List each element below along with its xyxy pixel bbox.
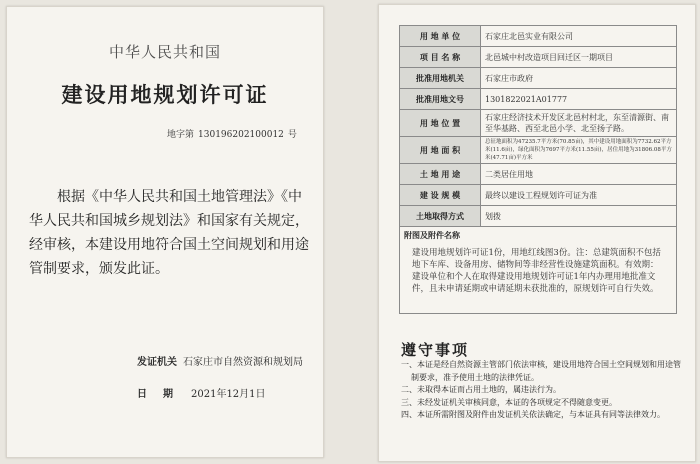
table-row (400, 47, 677, 68)
row-value: 总征地面积为47235.7平方米(70.85亩)，其中建设用地面积为7732.62平方米(11.6亩)，绿化面积为7697平方米(11.55亩)，居住用地为31806.08平方米(47.71亩)平方米 (481, 137, 677, 164)
certificate-details-page (378, 4, 696, 462)
issuer-label: 发证机关 (137, 357, 177, 368)
table-row (400, 68, 677, 89)
table-row (400, 164, 677, 185)
issue-date (137, 385, 266, 400)
rule-item: 二、未取得本证而占用土地的，属违法行为。 (401, 385, 561, 394)
row-label: 建 设 规 模 (400, 185, 481, 206)
row-value: 1301822021A01777 (481, 89, 677, 110)
rules-title: 遵守事项 (401, 341, 470, 359)
rules-list (401, 359, 683, 422)
row-label: 土 地 用 途 (400, 164, 481, 185)
certificate-front-page (6, 6, 324, 458)
attachments-row (400, 227, 677, 314)
table-row (400, 26, 677, 47)
nation-title: 中华人民共和国 (108, 43, 221, 61)
row-value: 北邑城中村改造项目回迁区一期项目 (481, 47, 677, 68)
row-label: 项 目 名 称 (400, 47, 481, 68)
document-title: 建设用地规划许可证 (61, 83, 269, 107)
date-value: 2021年12月1日 (191, 389, 266, 400)
cert-suffix: 号 (287, 130, 297, 140)
row-label: 用 地 单 位 (400, 26, 481, 47)
table-row (400, 137, 677, 164)
details-table (399, 25, 677, 314)
date-label: 日期 (137, 389, 189, 400)
row-value: 石家庄市政府 (481, 68, 677, 89)
table-row (400, 110, 677, 137)
row-value: 石家庄北邑实业有限公司 (481, 26, 677, 47)
row-label: 土地取得方式 (400, 206, 481, 227)
attachments-text: 建设用地规划许可证1份，用地红线图3份。注：总建筑面积不包括地下车库、设备用房、储物间等非经营性设施建筑面积。有效期：建设单位和个人在取得建设用地规划许可证1年内办理用地批准文件，且未申请延期或申请延期未获批准的，原规划许可自行失效。 (412, 248, 661, 294)
rule-item: 三、未经发证机关审核同意，本证的各项规定不得随意变更。 (401, 397, 617, 407)
row-label: 批准用地机关 (400, 68, 481, 89)
cert-number-value: 130196202100012 (198, 130, 284, 140)
row-value: 二类居住用地 (481, 164, 677, 185)
attachments-cell (400, 227, 677, 314)
table-row (400, 89, 677, 110)
table-row (400, 206, 677, 227)
certificate-number (167, 127, 297, 140)
row-value: 最终以建设工程规划许可证为准 (481, 185, 677, 206)
certificate-body: 根据《中华人民共和国土地管理法》《中华人民共和国城乡规划法》和国家有关规定，经审核，本建设用地符合国土空间规划和用途管制要求，颁发此证。 (29, 189, 309, 277)
table-row (400, 185, 677, 206)
row-label: 批准用地文号 (400, 89, 481, 110)
rule-item: 四、本证所需附图及附件由发证机关依法确定，与本证具有同等法律效力。 (401, 410, 665, 419)
issuer-value: 石家庄市自然资源和规划局 (183, 357, 303, 368)
row-label: 用 地 面 积 (400, 137, 481, 164)
row-value: 石家庄经济技术开发区北邑村村北，东至清源街、南至华基路、西至北邑小学、北至扬子路。 (481, 110, 677, 137)
cert-prefix: 地字第 (167, 130, 195, 140)
attachments-label: 附图及附件名称 (404, 231, 460, 240)
row-label: 用 地 位 置 (400, 110, 481, 137)
rule-item: 一、本证是经自然资源主管部门依法审核，建设用地符合国土空间规划和用途管制要求，准予使用土地的法律凭证。 (401, 360, 681, 382)
row-value: 划拨 (481, 206, 677, 227)
issuing-authority (137, 353, 303, 368)
